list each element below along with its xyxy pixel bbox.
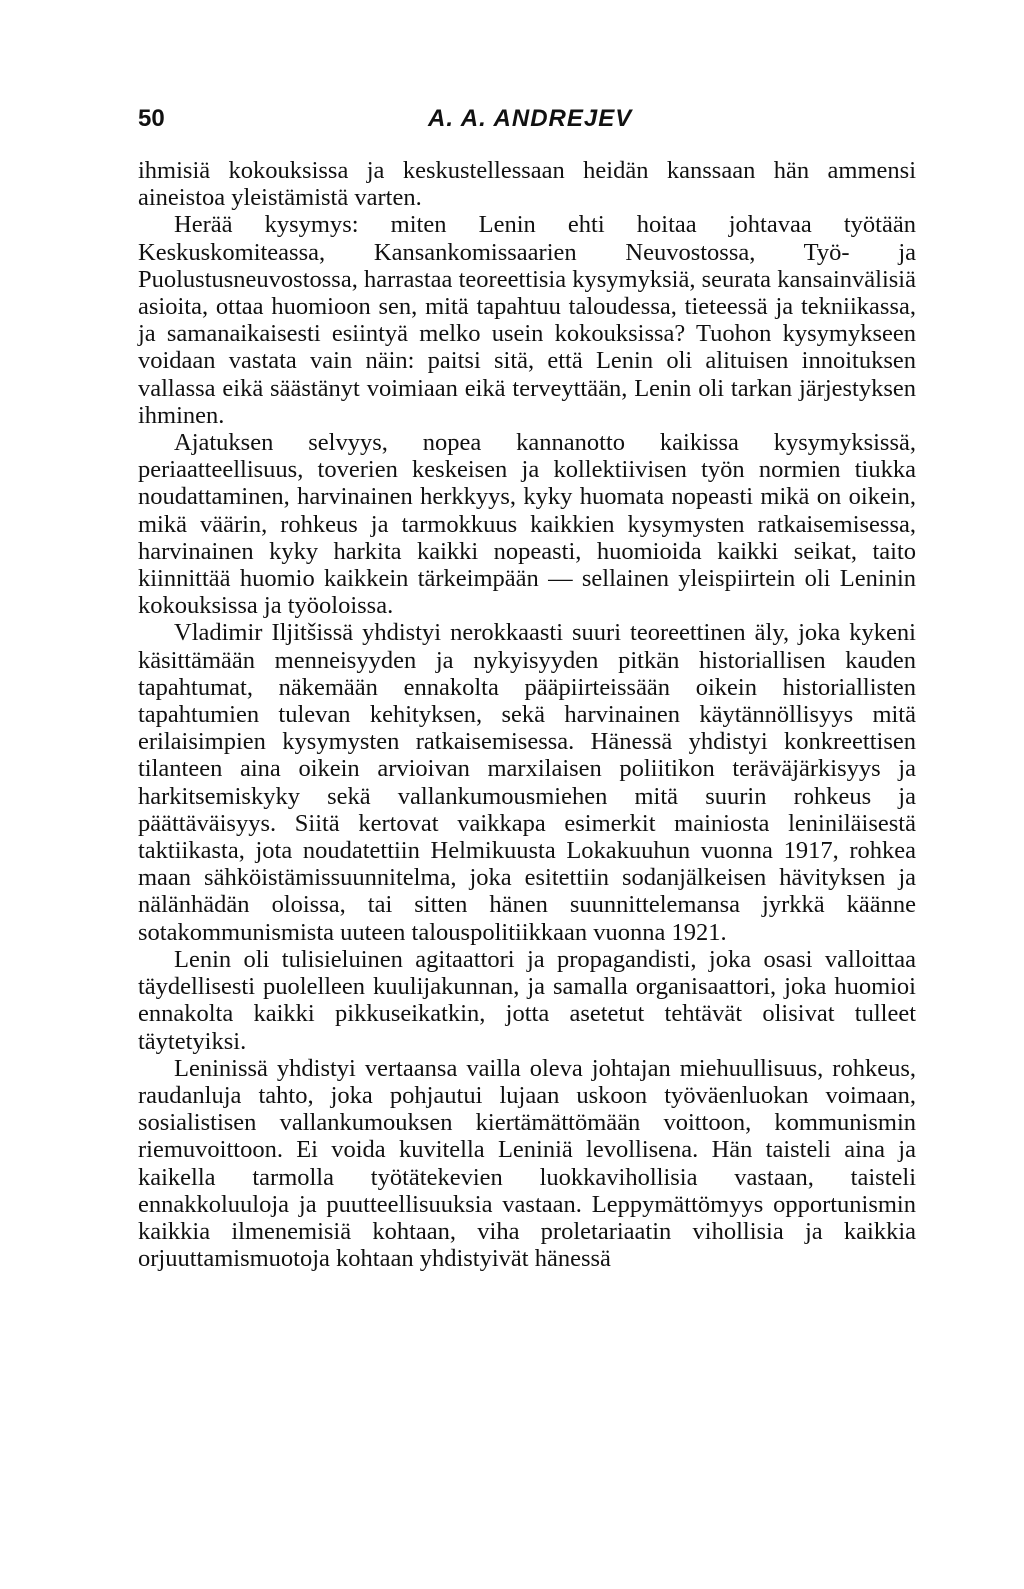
running-head: [138, 105, 916, 141]
book-page: [138, 105, 916, 1272]
body-text: [138, 157, 916, 1272]
paragraph: Ajatuksen selvyys, nopea kannanotto kaikissa kysymyksissä, periaatteellisuus, toverien keskeisen ja kollektiivisen työn normien tiukka noudattaminen, harvinainen herkkyys, kyky huomata nopeasti mikä on oikein, mikä väärin, rohkeus ja tarmokkuus kaikkien kysymysten ratkaisemisessa, harvinainen kyky harkita kaikki nopeasti, huomioida kaikki seikat, taito kiinnittää huomio kaikkein tärkeimpään — sellainen yleispiirtein oli Leninin kokouksissa ja työoloissa.: [138, 429, 916, 620]
running-title: A. A. ANDREJEV: [428, 105, 633, 132]
paragraph-continuation: ihmisiä kokouksissa ja keskustellessaan heidän kanssaan hän ammensi aineistoa yleistämistä varten.: [138, 157, 916, 212]
paragraph: Herää kysymys: miten Lenin ehti hoitaa johtavaa työtään Keskuskomiteassa, Kansankomissaarien Neuvostossa, Työ- ja Puolustusneuvostossa, harrastaa teoreettisia kysymyksiä, seurata kansainvälisiä asioita, ottaa huomioon sen, mitä tapahtuu taloudessa, tieteessä ja tekniikassa, ja samanaikaisesti esiintyä melko usein kokouksissa? Tuohon kysymykseen voidaan vastata vain näin: paitsi sitä, että Lenin oli alituisen innoituksen vallassa eikä säästänyt voimiaan eikä terveyttään, Lenin oli tarkan järjestyksen ihminen.: [138, 211, 916, 429]
paragraph: Leninissä yhdistyi vertaansa vailla oleva johtajan miehuullisuus, rohkeus, raudanluja tahto, joka pohjautui lujaan uskoon työväenluokan voimaan, sosialistisen vallankumouksen kiertämättömään voittoon, kommunismin riemuvoittoon. Ei voida kuvitella Leniniä levollisena. Hän taisteli aina ja kaikella tarmolla työtätekevien luokkavihollisia vastaan, taisteli ennakkoluuloja ja puutteellisuuksia vastaan. Leppymättömyys opportunismin kaikkia ilmenemisiä kohtaan, viha proletariaatin vihollisia ja kaikkia orjuuttamismuotoja kohtaan yhdistyivät hänessä: [138, 1054, 916, 1273]
paragraph: Lenin oli tulisieluinen agitaattori ja propagandisti, joka osasi valloittaa täydellisesti puolelleen kuulijakunnan, ja samalla organisaattori, joka huomioi ennakolta kaikki pikkuseikatkin, jotta asetetut tehtävät olisivat tulleet täytetyiksi.: [138, 945, 916, 1055]
page-number: 50: [138, 105, 165, 132]
paragraph: Vladimir Iljitšissä yhdistyi nerokkaasti suuri teoreettinen äly, joka kykeni käsittämään menneisyyden ja nykyisyyden pitkän historiallisen kauden tapahtumat, näkemään ennakolta pääpiirteissään oikein historiallisten tapahtumien tulevan kehityksen, sekä harvinainen käytännöllisyys mitä erilaisimpien kysymysten ratkaisemisessa. Hänessä yhdistyi konkreettisen tilanteen aina oikein arvioivan marxilaisen poliitikon teräväjärkisyys ja harkitsemiskyky sekä vallankumousmiehen mitä suurin rohkeus ja päättäväisyys. Siitä kertovat vaikkapa esimerkit mainiosta leniniläisestä taktiikasta, jota noudatettiin Helmikuusta Lokakuuhun vuonna 1917, rohkea maan sähköistämissuunnitelma, joka esitettiin sodanjälkeisen hävityksen ja nälänhädän oloissa, tai sitten hänen suunnittelemansa jyrkkä käänne sotakommunismista uuteen talouspolitiikkaan vuonna 1921.: [138, 619, 916, 946]
